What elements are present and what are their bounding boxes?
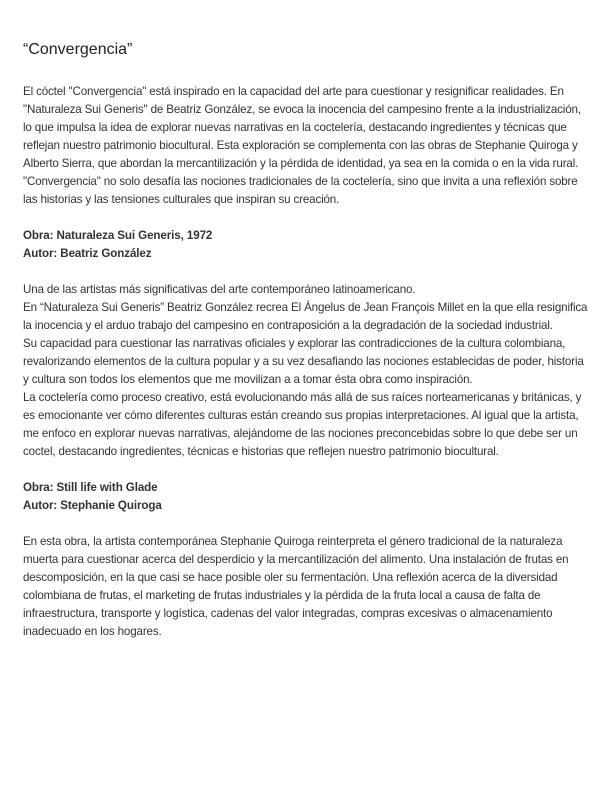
work-1-paragraph-2: En “Naturaleza Sui Generis” Beatriz González recrea El Ángelus de Jean François Millet en la que ella resignifica la inocencia y el arduo trabajo del campesino en contraposición a la degradación de la sociedad industrial. — [23, 301, 588, 332]
work-2-paragraph-1: En esta obra, la artista contemporánea Stephanie Quiroga reinterpreta el género tradicional de la naturaleza muerta para cuestionar acerca del desperdicio y la mercantilización del alimento. Una instalación de frutas en descomposición, en la que casi se hace posible oler su fermentación. Una reflexión acerca de la diversidad colombiana de frutas, el marketing de frutas industriales y la pérdida de la fruta local a causa de falta de infraestructura, transporte y logística, cadenas del valor integradas, compras excesivas o almacenamiento inadecuado en los hogares. — [23, 535, 569, 638]
spacer — [23, 461, 589, 479]
work-author-2: Autor: Stephanie Quiroga — [23, 499, 162, 512]
intro-paragraph: El cóctel "Convergencia" está inspirado en la capacidad del arte para cuestionar y resignificar realidades. En "Naturaleza Sui Generis" de Beatriz González, se evoca la inocencia del campesino frente a la industrialización, lo que impulsa la idea de explorar nuevas narrativas en la coctelería, destacando ingredientes y técnicas que reflejan nuestro patrimonio biocultural. Esta exploración se complementa con las obras de Stephanie Quiroga y Alberto Sierra, que abordan la mercantilización y la pérdida de identidad, ya sea en la comida o en la vida rural. "Convergencia" no solo desafía las nociones tradicionales de la coctelería, sino que invita a una reflexión sobre las historias y las tensiones culturales que inspiran su creación. — [23, 85, 581, 206]
spacer — [23, 515, 589, 533]
document-page — [23, 40, 589, 641]
work-1-paragraph-1: Una de las artistas más significativas del arte contemporáneo latinoamericano. — [23, 283, 416, 296]
work-1-paragraph-4: La coctelería como proceso creativo, está evolucionando más allá de sus raíces norteamericanas y británicas, y es emocionante ver cómo diferentes culturas están creando sus propias interpretaciones. Al igual que la artista, me enfoco en explorar nuevas narrativas, alejándome de las nociones preconcebidas sobre lo que debe ser un coctel, destacando ingredientes, técnicas e historias que reflejen nuestro patrimonio biocultural. — [23, 391, 582, 458]
work-1-paragraph-3: Su capacidad para cuestionar las narrativas oficiales y explorar las contradicciones de la cultura colombiana, revalorizando elementos de la cultura popular y a su vez desafiando las nociones establecidas de poder, historia y cultura son todos los elementos que me movilizan a a tomar ésta obra como inspiración. — [23, 337, 584, 386]
work-title-1: Obra: Naturaleza Sui Generis, 1972 — [23, 229, 213, 242]
work-author-1: Autor: Beatriz González — [23, 247, 152, 260]
work-title-2: Obra: Still life with Glade — [23, 481, 158, 494]
spacer — [23, 209, 589, 227]
page-title: “Convergencia” — [23, 41, 133, 58]
spacer — [23, 263, 589, 281]
